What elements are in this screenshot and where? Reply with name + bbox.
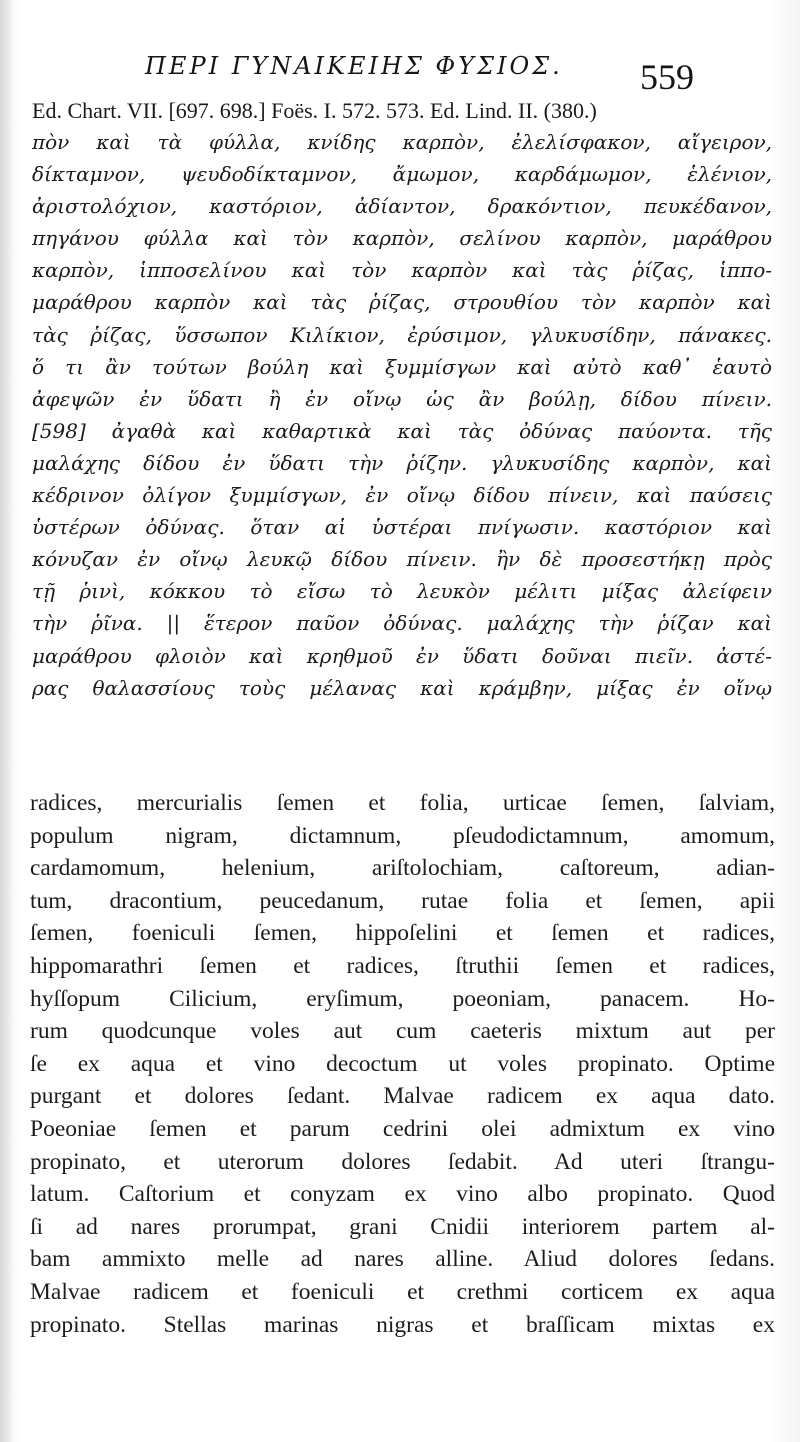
greek-line: ἀφεψῶν ἐν ὕδατι ἢ ἐν οἴνῳ ὡς ἂν βούλῃ, δίδου πίνειν. — [32, 386, 772, 411]
latin-line: ſe ex aqua et vino decoctum ut voles propinato. Optime — [30, 1050, 775, 1077]
gutter-shadow — [0, 0, 14, 1442]
greek-line: μαράθρου καρπὸν καὶ τὰς ῥίζας, στρουθίου τὸν καρπὸν καὶ — [32, 290, 772, 315]
latin-line: radices, mercurialis ſemen et folia, urticae ſemen, ſalviam, — [30, 790, 775, 816]
greek-line: δίκταμνον, ψευδοδίκταμνον, ἄμωμον, καρδάμωμον, ἑλένιον, — [32, 162, 772, 187]
greek-line: ρας θαλασσίους τοὺς μέλανας καὶ κράμβην, μίξας ἐν οἴνῳ — [32, 675, 772, 700]
latin-line: purgant et dolores ſedant. Malvae radicem ex aqua dato. — [30, 1083, 775, 1110]
greek-line: πὸν καὶ τὰ φύλλα, κνίδης καρπὸν, ἐλελίσφακον, αἴγειρον, — [32, 130, 772, 154]
latin-line: latum. Caſtorium et conyzam ex vino albo propinato. Quod — [30, 1181, 775, 1208]
greek-line: τῇ ῥινὶ, κόκκου τὸ εἴσω τὸ λευκὸν μέλιτι μίξας ἀλείφειν — [32, 579, 772, 604]
greek-line: κόνυζαν ἐν οἴνῳ λευκῷ δίδου πίνειν. ἢν δὲ προσεστήκῃ πρὸς — [32, 547, 772, 572]
latin-line: propinato, et uterorum dolores ſedabit. Ad uteri ſtrangu- — [30, 1148, 775, 1175]
latin-line: Poeoniae ſemen et parum cedrini olei admixtum ex vino — [30, 1115, 775, 1142]
greek-line: τὴν ῥῖνα. || ἕτερον παῦον ὀδύνας. μαλάχης τὴν ῥίζαν καὶ — [32, 611, 772, 636]
greek-line: καρπὸν, ἱπποσελίνου καὶ τὸν καρπὸν καὶ τὰς ῥίζας, ἱππο- — [32, 258, 772, 283]
greek-line: πηγάνου φύλλα καὶ τὸν καρπὸν, σελίνου καρπὸν, μαράθρου — [32, 226, 772, 251]
latin-line: hippomarathri ſemen et radices, ſtruthii ſemen et radices, — [30, 952, 775, 979]
latin-line: Malvae radicem et foeniculi et crethmi corticem ex aqua — [30, 1278, 775, 1305]
latin-line: cardamomum, helenium, ariſtolochiam, caſtoreum, adian- — [30, 855, 775, 882]
greek-line: ὑστέρων ὀδύνας. ὅταν αἱ ὑστέραι πνίγωσιν. καστόριον καὶ — [32, 515, 772, 540]
greek-line: ἀριστολόχιον, καστόριον, ἀδίαντον, δρακόντιον, πευκέδανον, — [32, 194, 772, 219]
latin-line: bam ammixto melle ad nares alline. Aliud dolores ſedans. — [30, 1246, 775, 1273]
greek-line: μαλάχης δίδου ἐν ὕδατι τὴν ῥίζην. γλυκυσίδης καρπὸν, καὶ — [32, 450, 772, 475]
greek-line: [598] ἀγαθὰ καὶ καθαρτικὰ καὶ τὰς ὀδύνας παύοντα. τῆς — [32, 418, 772, 443]
edition-reference-line: Ed. Chart. VII. [697. 698.] Foës. I. 572. 573. Ed. Lind. II. (380.) — [32, 98, 597, 123]
latin-line: propinato. Stellas marinas nigras et braſſicam mixtas ex — [30, 1311, 775, 1338]
latin-line: rum quodcunque voles aut cum caeteris mixtum aut per — [30, 1018, 775, 1045]
latin-line: ſemen, foeniculi ſemen, hippoſelini et ſemen et radices, — [30, 920, 775, 947]
latin-translation-block — [30, 787, 775, 1341]
greek-line: τὰς ῥίζας, ὕσσωπον Κιλίκιον, ἐρύσιμον, γλυκυσίδην, πάνακες. — [32, 322, 772, 347]
page-number: 559 — [640, 57, 694, 97]
latin-line: tum, dracontium, peucedanum, rutae folia et ſemen, apii — [30, 887, 775, 914]
latin-line: hyſſopum Cilicium, eryſimum, poeoniam, panacem. Ho- — [30, 985, 775, 1012]
latin-line: ſi ad nares prorumpat, grani Cnidii interiorem partem al- — [30, 1213, 775, 1240]
running-head: ΠΕΡΙ ΓΥΝΑΙΚΕΙΗΣ ΦΥΣΙΟΣ. — [145, 52, 563, 80]
greek-line: κέδρινον ὀλίγον ξυμμίσγων, ἐν οἴνῳ δίδου πίνειν, καὶ παύσεις — [32, 483, 772, 508]
greek-line: ὅ τι ἂν τούτων βούλη καὶ ξυμμίσγων καὶ αὐτὸ καθ᾿ ἑαυτὸ — [32, 354, 772, 379]
latin-line: populum nigram, dictamnum, pſeudodictamnum, amomum, — [30, 822, 775, 849]
greek-text-block — [32, 126, 772, 704]
greek-line: μαράθρου φλοιὸν καὶ κρηθμοῦ ἐν ὕδατι δοῦναι πιεῖν. ἀστέ- — [32, 643, 772, 668]
